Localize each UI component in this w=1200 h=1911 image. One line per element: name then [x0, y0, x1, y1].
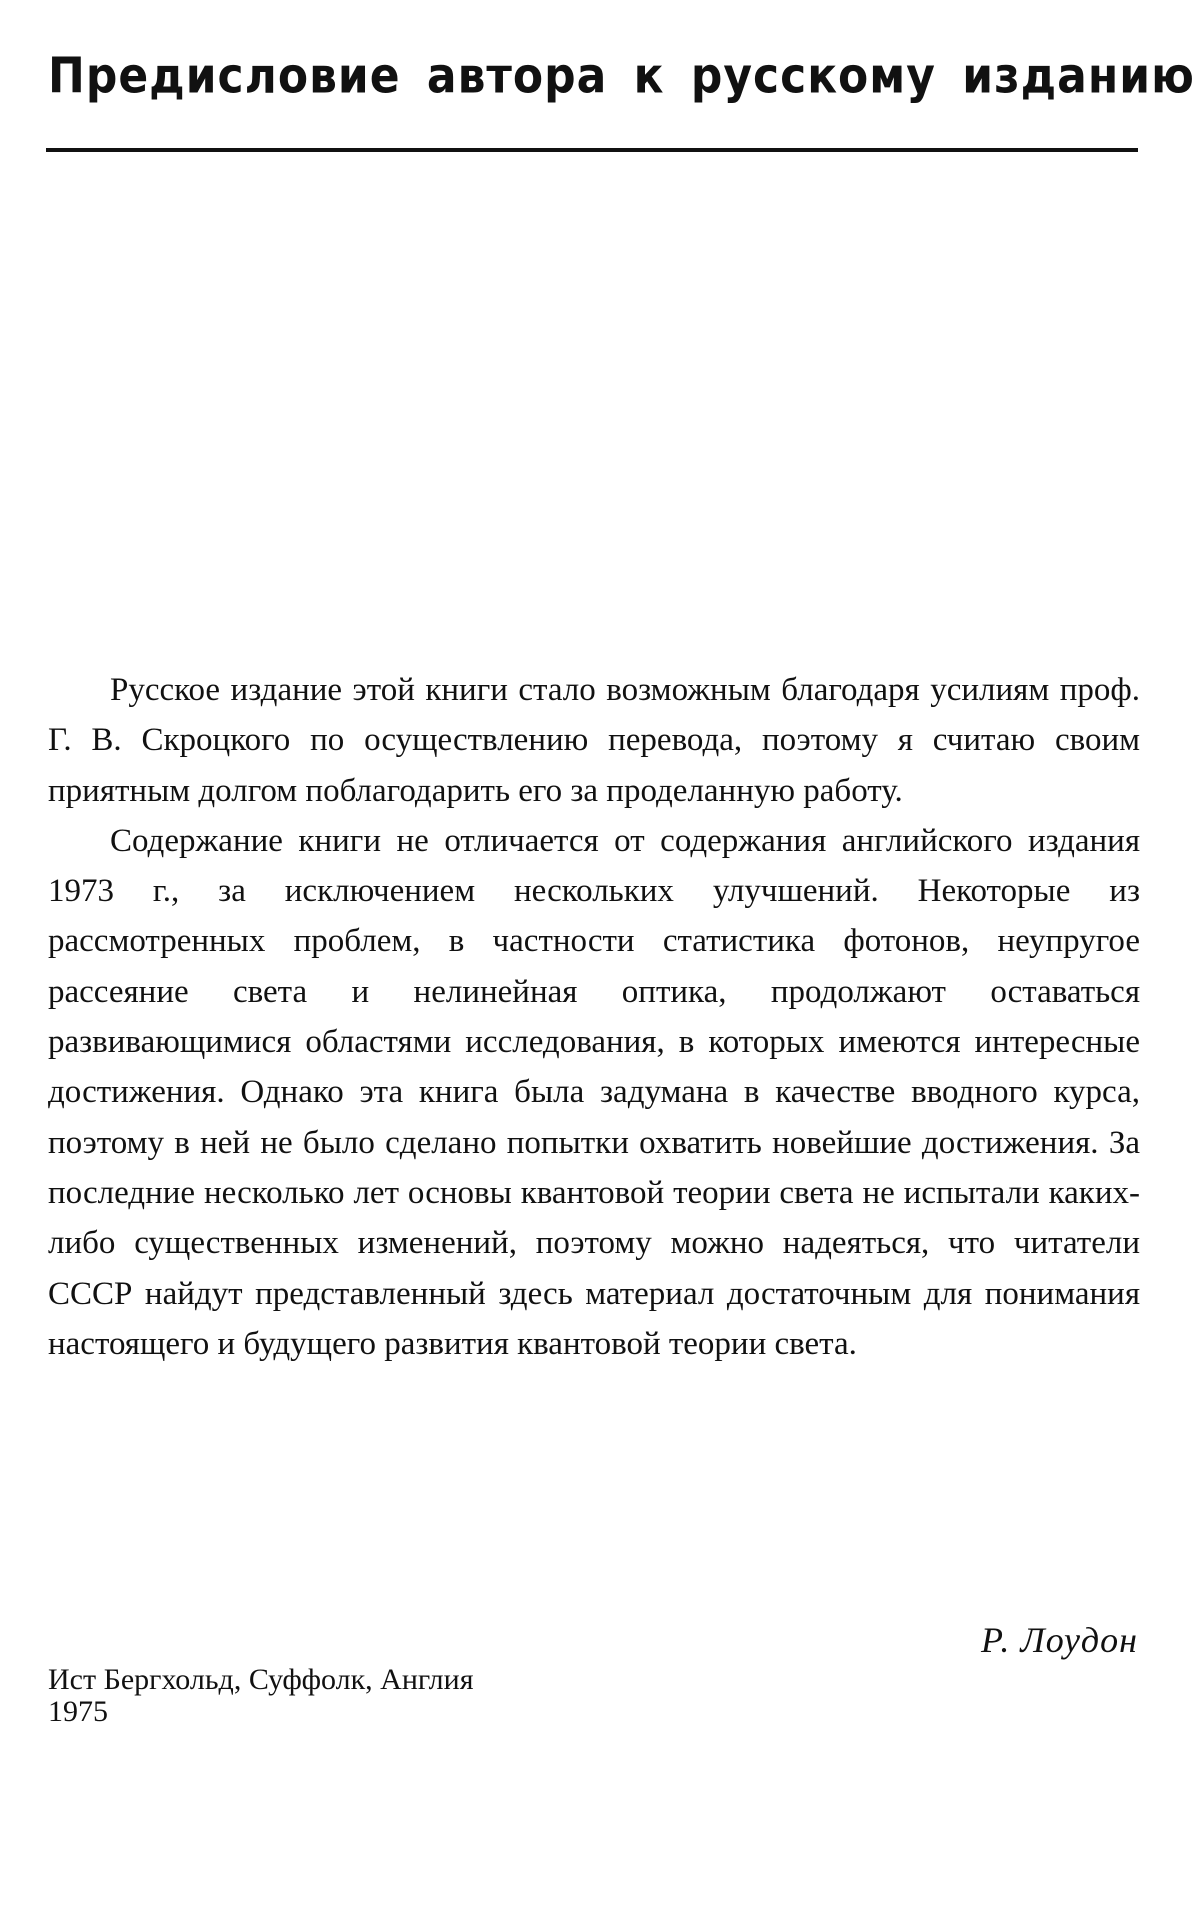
preface-body [48, 665, 1140, 1369]
page-title: Предисловие автора к русскому изданию [48, 47, 1195, 105]
paragraph-content-note: Содержание книги не отличается от содержания английского издания 1973 г., за исключением нескольких улучшений. Некоторые из рассмотренных проблем, в частности статистика фотонов, неупругое рассеяние света и нелинейная оптика, продолжают оставаться развивающимися областями исследования, в которых имеются интересные достижения. Однако эта книга была задумана в качестве вводного курса, поэтому в ней не было сделано попытки охватить новейшие достижения. За последние несколько лет основы квантовой теории света не испытали каких-либо существенных изменений, поэтому можно надеяться, что читатели СССР найдут представленный здесь материал достаточным для понимания настоящего и будущего развития квантовой теории света. [48, 822, 1140, 1362]
author-signature: Р. Лоудон [981, 1620, 1138, 1660]
title-underline-rule [46, 148, 1138, 152]
paragraph-acknowledgement: Русское издание этой книги стало возможным благодаря усилиям проф. Г. В. Скроцкого по осуществлению перевода, поэтому я считаю своим приятным долгом поблагодарить его за проделанную работу. [48, 672, 1140, 809]
signing-year: 1975 [48, 1695, 108, 1728]
signing-place: Ист Бергхольд, Суффолк, Англия [48, 1663, 474, 1696]
